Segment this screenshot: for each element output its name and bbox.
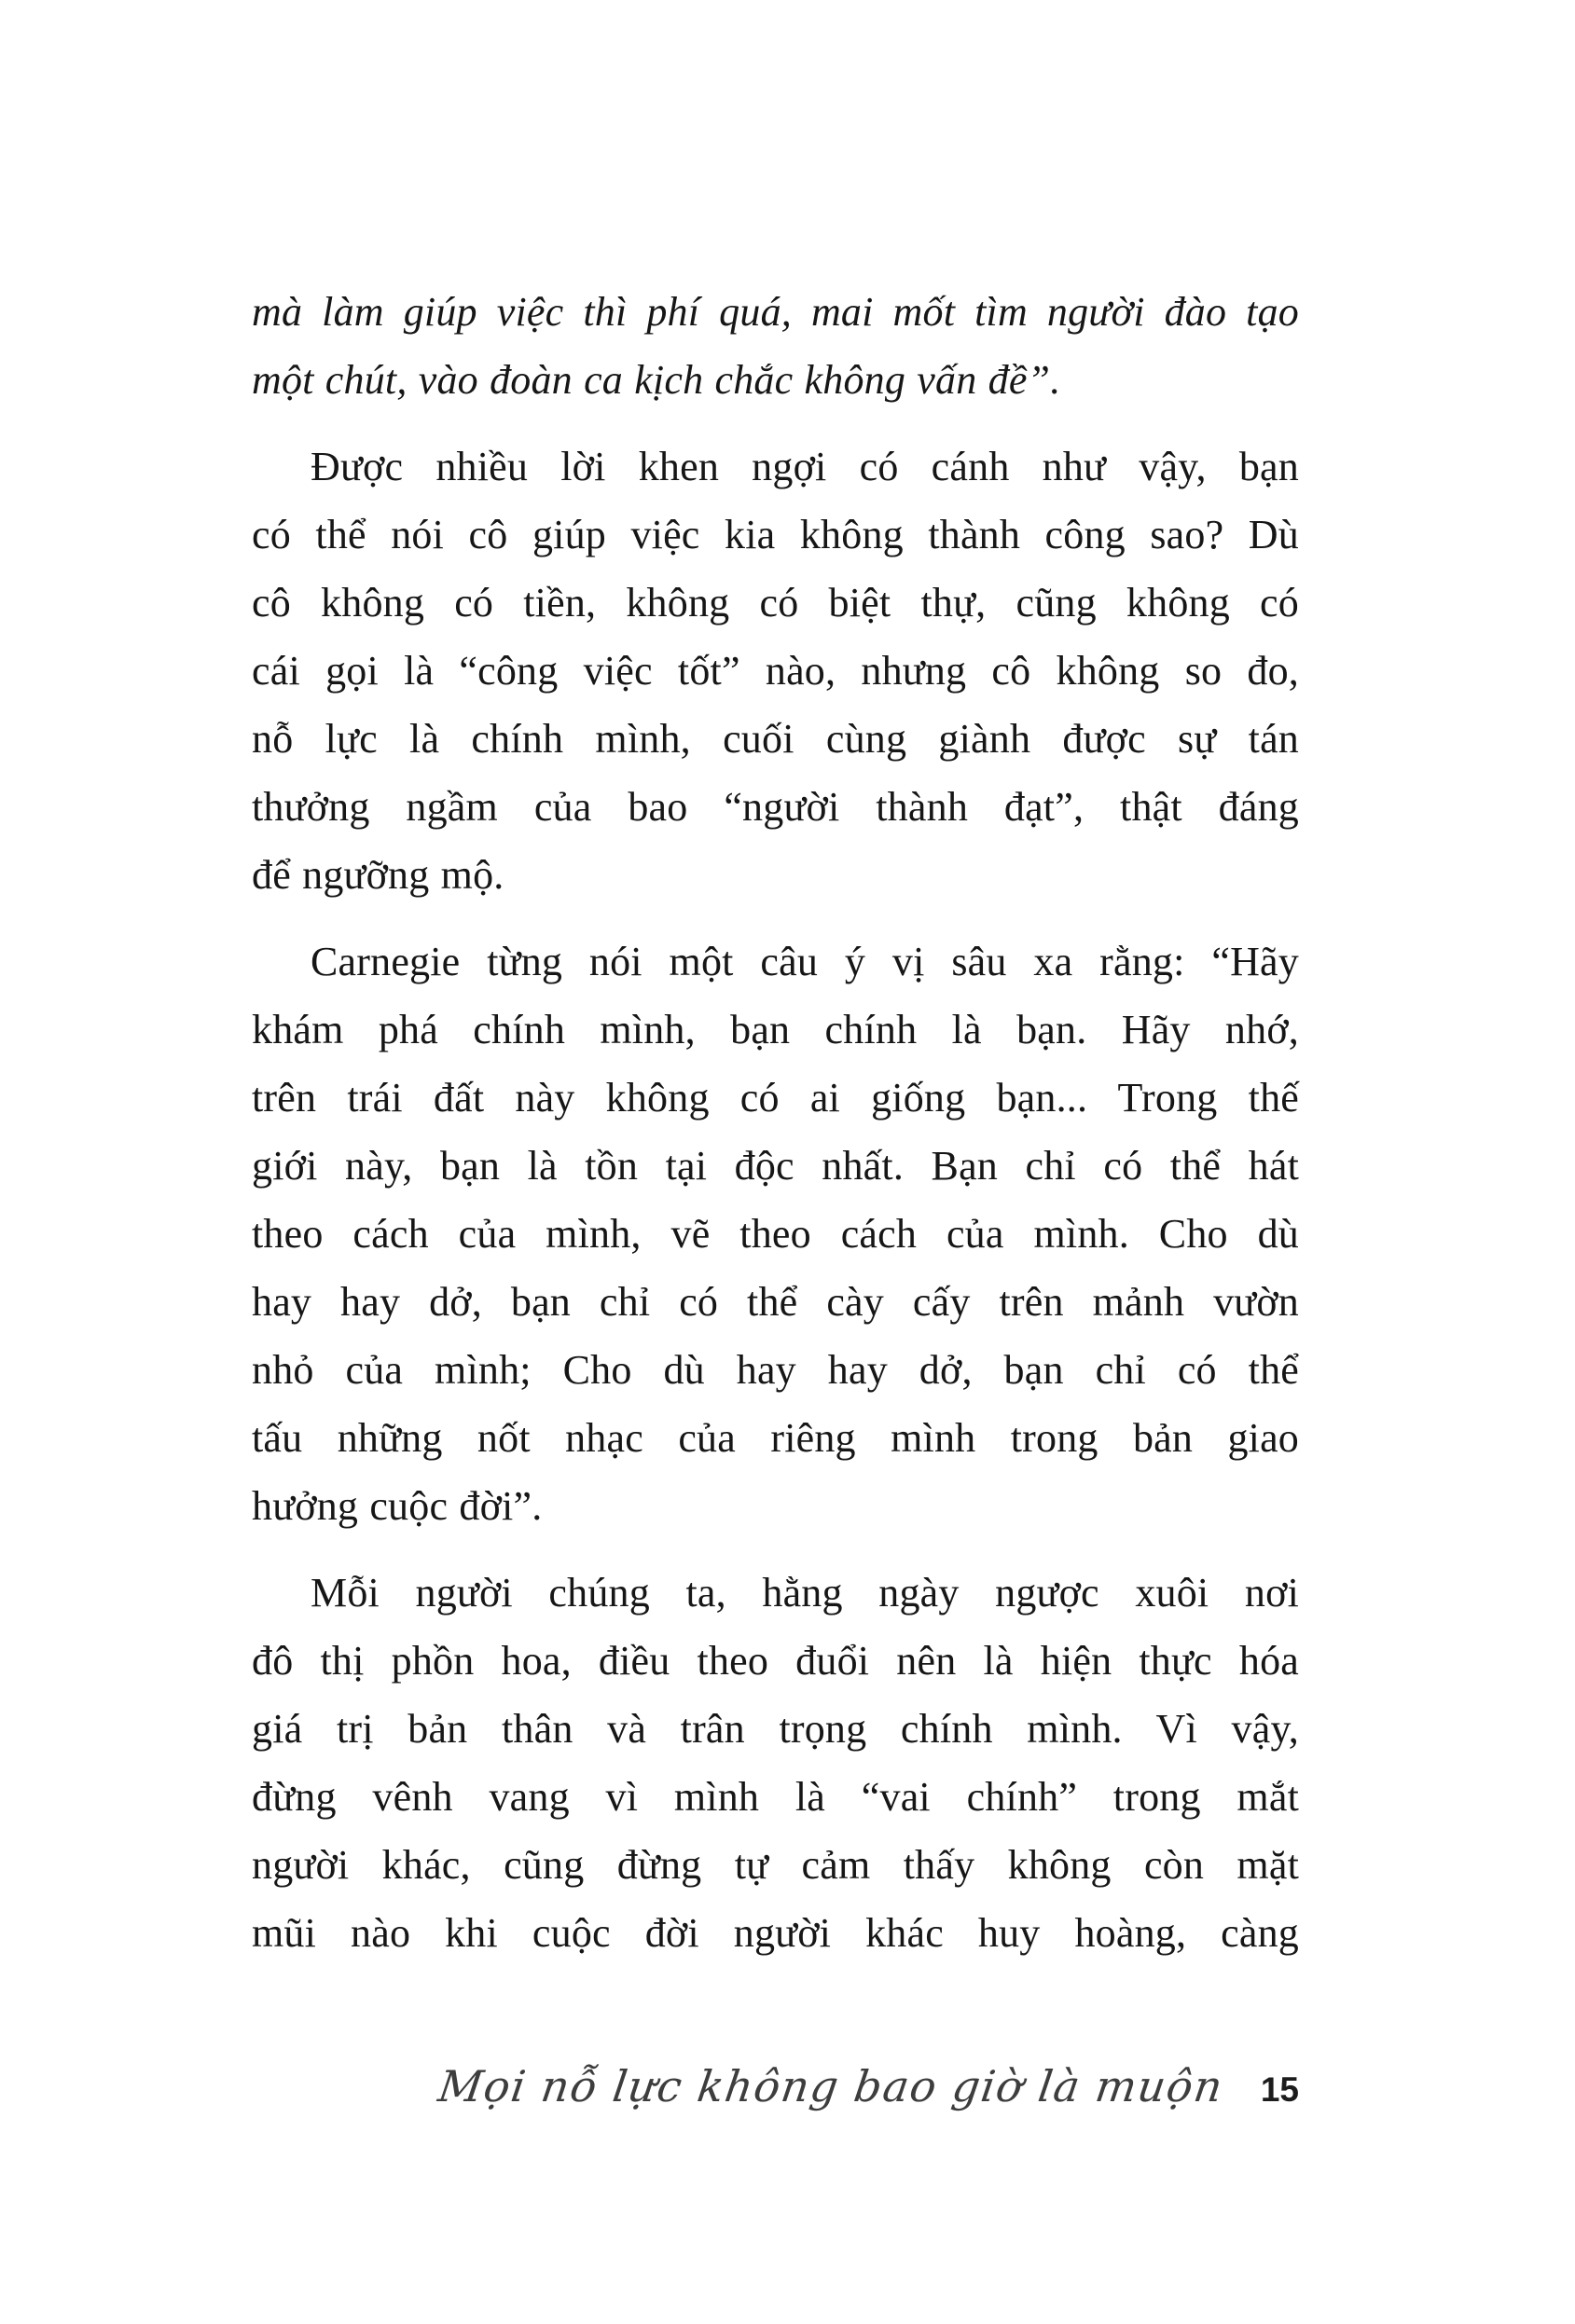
text-line: mũi nào khi cuộc đời người khác huy hoàng, càng	[252, 1910, 1299, 1956]
page-footer	[252, 2049, 1299, 2124]
text-line: Carnegie từng nói một câu ý vị sâu xa rằng: “Hãy	[311, 939, 1299, 984]
text-line: Được nhiều lời khen ngợi có cánh như vậy, bạn	[311, 444, 1299, 489]
text-line: tấu những nốt nhạc của riêng mình trong bản giao	[252, 1415, 1299, 1461]
text-line: người khác, cũng đừng tự cảm thấy không còn mặt	[252, 1842, 1299, 1888]
text-line: một chút, vào đoàn ca kịch chắc không vấn đề”.	[252, 357, 1061, 403]
text-line: để ngưỡng mộ.	[252, 852, 504, 898]
text-line: đô thị phồn hoa, điều theo đuổi nên là hiện thực hóa	[252, 1638, 1299, 1684]
text-line: nỗ lực là chính mình, cuối cùng giành được sự tán	[252, 716, 1299, 762]
text-line: nhỏ của mình; Cho dù hay hay dở, bạn chỉ có thể	[252, 1347, 1299, 1393]
text-line: đừng vênh vang vì mình là “vai chính” trong mắt	[252, 1774, 1299, 1820]
text-line: trên trái đất này không có ai giống bạn... Trong thế	[252, 1075, 1299, 1121]
paragraph	[252, 928, 1299, 1540]
body-text	[252, 278, 1299, 1967]
page-number: 15	[1260, 2070, 1299, 2109]
text-line: có thể nói cô giúp việc kia không thành công sao? Dù	[252, 512, 1299, 557]
text-line: thưởng ngầm của bao “người thành đạt”, thật đáng	[252, 784, 1299, 830]
text-line: cô không có tiền, không có biệt thự, cũng không có	[252, 580, 1299, 626]
paragraph	[252, 433, 1299, 909]
text-line: giá trị bản thân và trân trọng chính mình. Vì vậy,	[252, 1706, 1299, 1752]
text-line: giới này, bạn là tồn tại độc nhất. Bạn chỉ có thể hát	[252, 1143, 1299, 1189]
running-footer-title: Mọi nỗ lực không bao giờ là muộn	[435, 2061, 1227, 2111]
text-line: theo cách của mình, vẽ theo cách của mình. Cho dù	[252, 1211, 1299, 1257]
text-line: khám phá chính mình, bạn chính là bạn. Hãy nhớ,	[252, 1007, 1299, 1052]
paragraph	[252, 1559, 1299, 1967]
text-line: hay hay dở, bạn chỉ có thể cày cấy trên mảnh vườn	[252, 1279, 1299, 1325]
text-line: mà làm giúp việc thì phí quá, mai mốt tìm người đào tạo	[252, 289, 1299, 335]
text-line: cái gọi là “công việc tốt” nào, nhưng cô không so đo,	[252, 648, 1299, 694]
paragraph	[252, 278, 1299, 414]
text-line: Mỗi người chúng ta, hằng ngày ngược xuôi nơi	[311, 1570, 1299, 1616]
text-line: hưởng cuộc đời”.	[252, 1483, 543, 1529]
